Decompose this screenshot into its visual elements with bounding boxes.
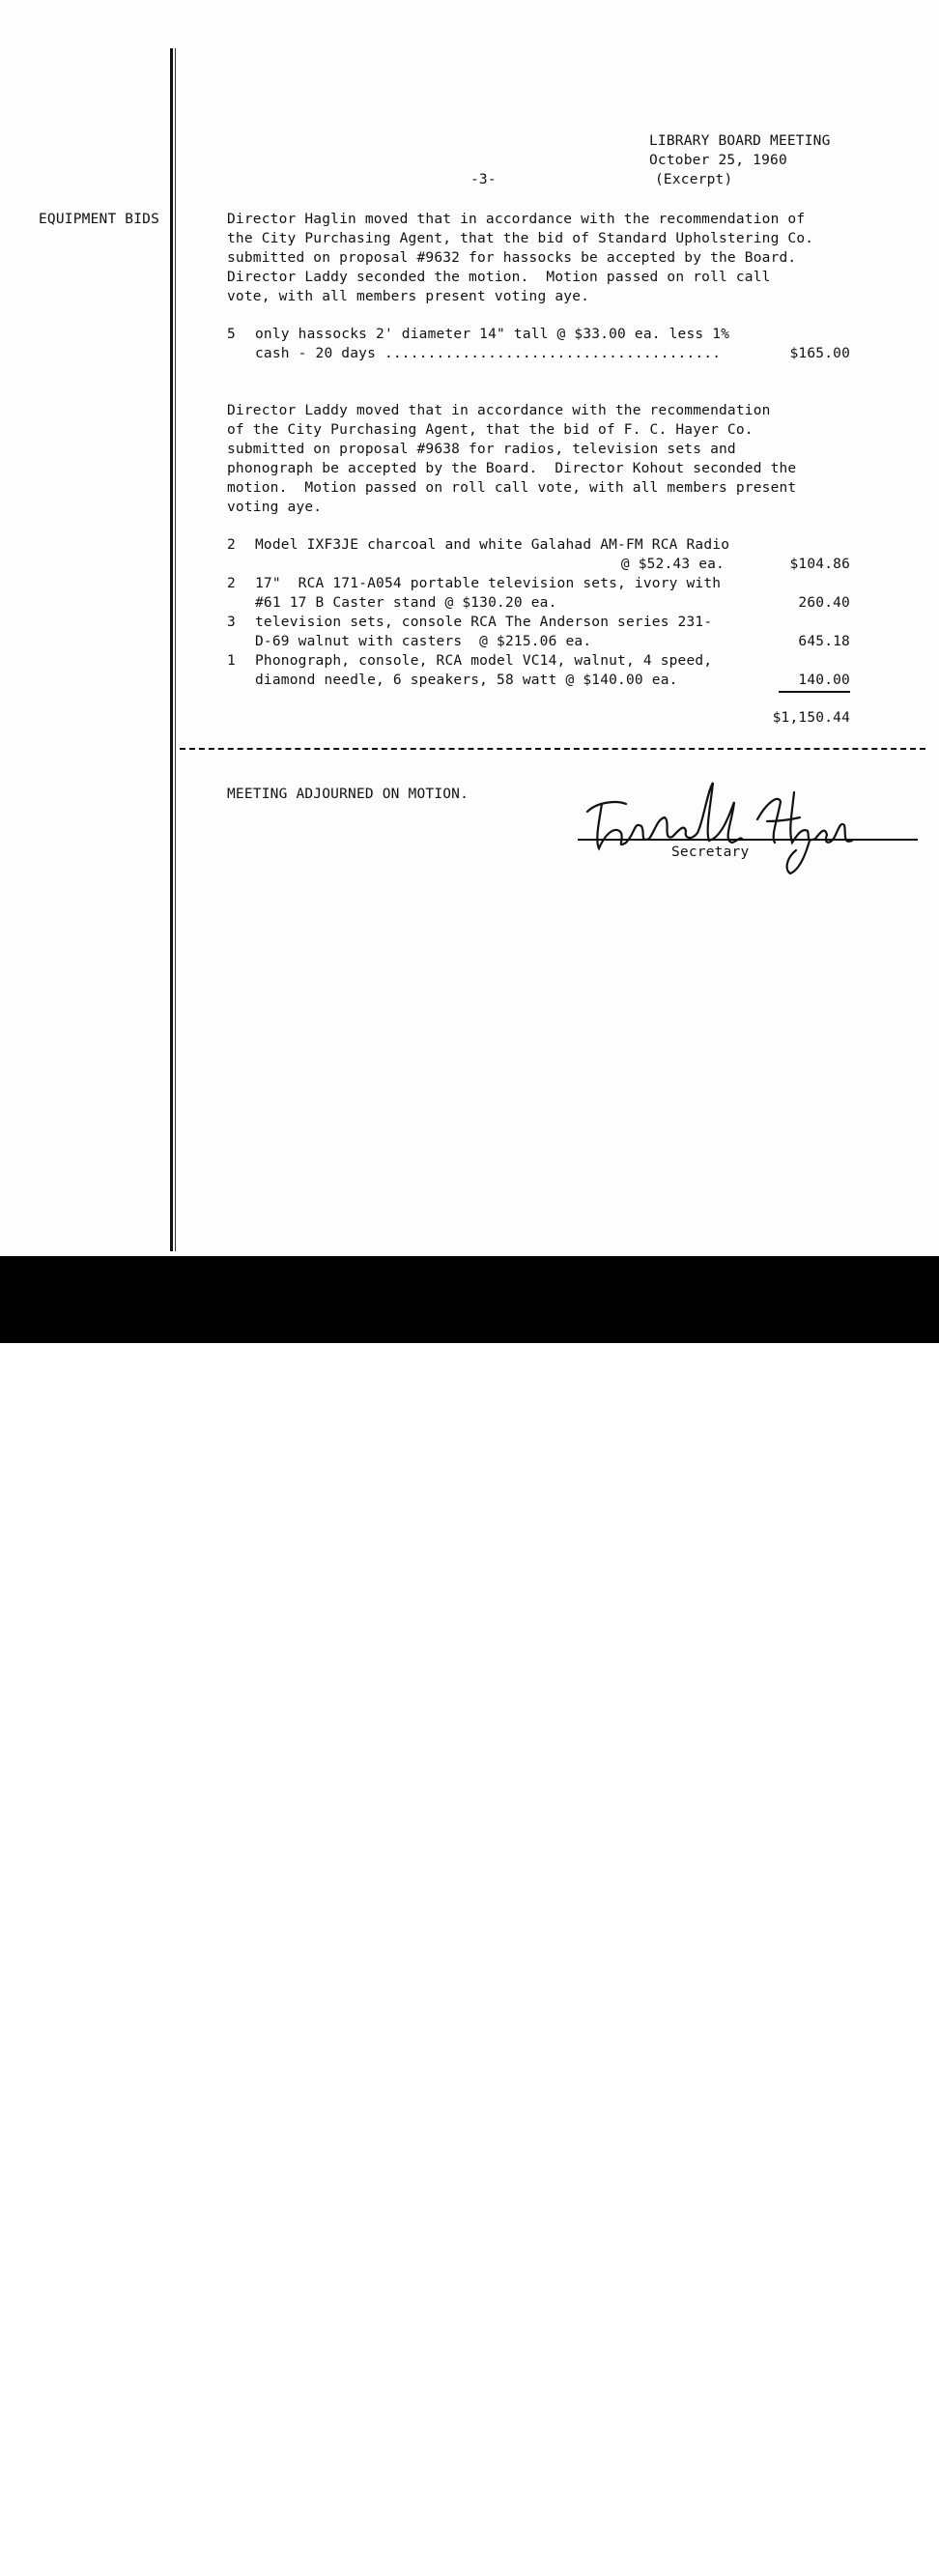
item-amount: $165.00	[789, 346, 850, 361]
motion-1-line: vote, with all members present voting aye.	[227, 289, 590, 304]
item-qty: 3	[227, 615, 236, 630]
item-qty: 2	[227, 576, 236, 591]
item-description: only hassocks 2' diameter 14" tall @ $33.00 ea. less 1%	[255, 327, 730, 342]
item-description: Model IXF3JE charcoal and white Galahad AM-FM RCA Radio	[255, 537, 730, 553]
item-qty: 5	[227, 327, 236, 342]
excerpt-note: (Excerpt)	[655, 172, 733, 187]
motion-1-line: the City Purchasing Agent, that the bid of Standard Upholstering Co.	[227, 231, 814, 246]
motion-2-line: motion. Motion passed on roll call vote, with all members present	[227, 480, 797, 496]
motion-1-line: submitted on proposal #9632 for hassocks be accepted by the Board.	[227, 250, 797, 266]
margin-rule-inner	[175, 48, 176, 1251]
secretary-title: Secretary	[671, 844, 750, 860]
item-amount: 645.18	[798, 634, 850, 649]
document-page	[0, 0, 939, 1256]
margin-rule	[170, 48, 173, 1251]
meeting-date: October 25, 1960	[649, 153, 787, 168]
item-description: television sets, console RCA The Anderson series 231-	[255, 615, 713, 630]
item-amount: 140.00	[779, 672, 850, 693]
image-id: Image ID: 3A5NH83	[783, 2534, 918, 2550]
item-description-cont: cash - 20 days .......................................	[255, 346, 722, 361]
item-description-cont: D-69 walnut with casters @ $215.06 ea.	[255, 634, 592, 649]
watermark-url: www.alamy.com	[809, 2561, 918, 2576]
item-description: Phonograph, console, RCA model VC14, walnut, 4 speed,	[255, 653, 713, 669]
item-unit-price: @ $52.43 ea.	[620, 557, 725, 572]
motion-2-line: of the City Purchasing Agent, that the bid of F. C. Hayer Co.	[227, 422, 754, 438]
alamy-logo: alamy	[21, 2530, 153, 2574]
item-amount: 260.40	[798, 595, 850, 611]
motion-1-line: Director Haglin moved that in accordance with the recommendation of	[227, 212, 806, 227]
motion-2-line: Director Laddy moved that in accordance with the recommendation	[227, 403, 771, 418]
page-number: -3-	[470, 172, 497, 187]
item-qty: 2	[227, 537, 236, 553]
item-amount: $104.86	[789, 557, 850, 572]
meeting-title: LIBRARY BOARD MEETING	[649, 133, 831, 149]
motion-2-line: submitted on proposal #9638 for radios, television sets and	[227, 442, 736, 457]
item-description: 17" RCA 171-A054 portable television sets, ivory with	[255, 576, 722, 591]
bid-total: $1,150.44	[772, 710, 850, 726]
watermark-banner	[0, 1256, 939, 2576]
margin-label: EQUIPMENT BIDS	[39, 212, 160, 227]
signature-line	[578, 839, 918, 841]
section-divider	[180, 748, 925, 750]
motion-2-line: voting aye.	[227, 500, 323, 515]
motion-1-line: Director Laddy seconded the motion. Motion passed on roll call	[227, 270, 771, 285]
motion-2-line: phonograph be accepted by the Board. Director Kohout seconded the	[227, 461, 797, 476]
adjournment-note: MEETING ADJOURNED ON MOTION.	[227, 787, 470, 802]
handwritten-signature	[578, 773, 868, 879]
item-description-cont: diamond needle, 6 speakers, 58 watt @ $140.00 ea.	[255, 673, 678, 688]
item-description-cont: #61 17 B Caster stand @ $130.20 ea.	[255, 595, 557, 611]
item-qty: 1	[227, 653, 236, 669]
